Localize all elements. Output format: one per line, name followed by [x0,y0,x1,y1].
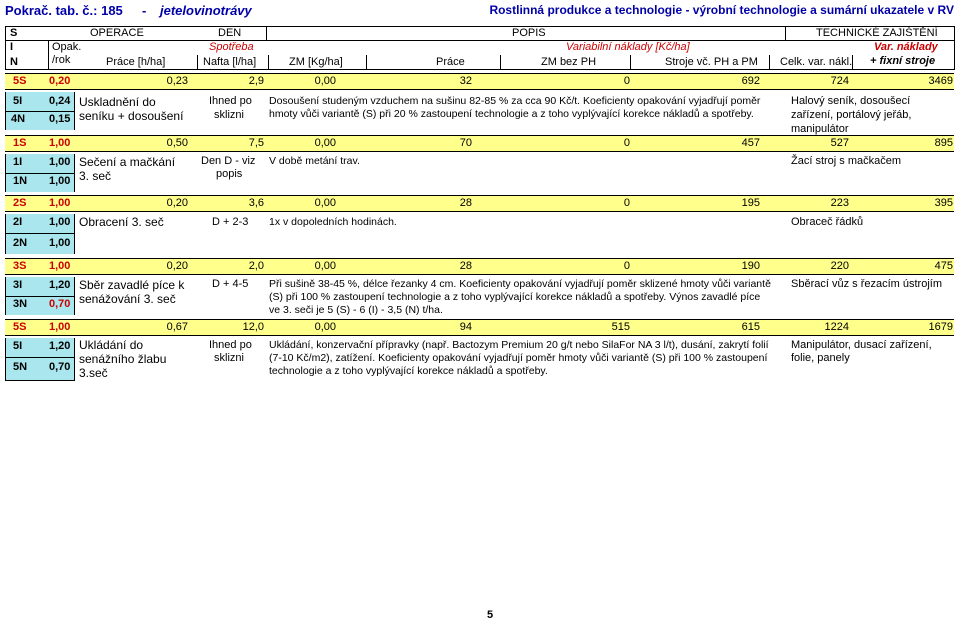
summary-row [5,319,954,336]
day-text: D + 4-5 [212,278,249,290]
value-v-prace: 70 [459,137,472,149]
description: Dosoušení studeným vzduchem na sušinu 82-85 % za cca 90 Kč/t. Koeficienty opakování vyjadřují poměr [269,95,761,107]
row-opak: 1,20 [49,340,71,352]
description: hmoty vůči variantě (S) při 20 % zastoupení technologie a z toho vyplývající korekce nákladů a spotřeby. [269,108,754,120]
day-text: sklizni [214,352,244,364]
header-rok: /rok [52,54,71,66]
technical-equipment: Manipulátor, dusací zařízení, [791,339,932,351]
description: (S) při 100 % zastoupení technologie a z toho vyplývající korekce nákladů a spotřeby. Výnos zavadlé píce [269,291,761,303]
description: (7-10 Kč/m2), zatížení. Koeficienty opakování vyjadřují poměr hmoty vůči variantě (S) při 100 % zastoupení [269,352,768,364]
row-code: 5S [13,75,27,87]
row-opak: 0,70 [49,298,71,310]
row-opak: 1,00 [49,237,71,249]
header-var-naklady-right: Var. náklady [874,41,938,53]
header-popis: POPIS [512,27,546,39]
row-opak: 1,20 [49,279,71,291]
header-celk: Celk. var. nákl. [780,56,853,68]
value-v-celk: 724 [830,75,849,87]
summary-row [5,73,954,90]
header-nafta: Nafta [l/ha] [203,56,257,68]
day-text: Den D - viz [201,155,256,167]
value-v-prace: 28 [459,260,472,272]
header-i: I [10,41,14,53]
row-code: 2N [13,237,28,249]
description: technologie a z toho vyplývající korekce nákladů a spotřeby. [269,365,548,377]
row-opak: 0,20 [49,75,71,87]
value-v-celk: 527 [830,137,849,149]
header-opak: Opak. [52,41,82,53]
header-den: DEN [218,27,242,39]
value-zm: 0,00 [314,197,336,209]
description: Ukládání, konzervační přípravky (např. Bactozym Premium 20 g/t nebo SilaFor NA 3 l/t), dusání, zakrytí folií [269,339,769,351]
value-zm: 0,00 [314,260,336,272]
row-code: 2S [13,197,27,209]
value-prace: 0,50 [166,137,188,149]
header-prace-hha: Práce [h/ha] [106,56,166,68]
value-zm: 0,00 [314,321,336,333]
row-code: 3N [13,298,28,310]
summary-row [5,195,954,212]
value-v-celk: 223 [830,197,849,209]
day-text: D + 2-3 [212,216,249,228]
technical-equipment: Sběrací vůz s řezacím ústrojím [791,278,942,290]
technical-equipment: manipulátor [791,123,849,135]
description: 1x v dopoledních hodinách. [269,216,397,228]
row-opak: 1,00 [49,321,71,333]
value-prace: 0,23 [166,75,188,87]
value-v-stroje: 190 [741,260,760,272]
row-code: 4N [11,113,26,125]
value-prace: 0,67 [166,321,188,333]
page-number: 5 [487,609,494,619]
value-v-fix: 475 [934,260,953,272]
value-prace: 0,20 [166,197,188,209]
page-header-crop: jetelovinotrávy [160,3,252,18]
header-var-naklady: Variabilní náklady [Kč/ha] [566,41,690,53]
header-fixni: + fixní stroje [870,55,936,67]
header-s: S [10,27,18,39]
page-header-right: Rostlinná produkce a technologie - výrobní technologie a sumární ukazatele v RV [489,3,954,17]
header-spotreba: Spotřeba [209,41,254,53]
day-text: popis [216,168,243,180]
row-code: 1S [13,137,27,149]
header-zm-kg: ZM [Kg/ha] [289,56,343,68]
value-v-prace: 94 [459,321,472,333]
operation-name: Ukládání do [79,338,144,352]
row-code: 1I [13,156,23,168]
technical-equipment: zařízení, portálový jeřáb, [791,109,912,121]
row-opak: 0,15 [49,113,71,125]
row-code: 2I [13,216,23,228]
header-stroje: Stroje vč. PH a PM [665,56,758,68]
operation-name: 3.seč [79,366,108,380]
value-v-celk: 220 [830,260,849,272]
description: Při sušině 38-45 %, délce řezanky 4 cm. Koeficienty opakování vyjadřují poměr sklizené hmoty vůči variantě [269,278,771,290]
value-nafta: 2,9 [248,75,264,87]
value-v-zm: 515 [611,321,630,333]
value-v-stroje: 457 [741,137,760,149]
day-text: Ihned po [209,339,252,351]
value-zm: 0,00 [314,75,336,87]
row-code: 3I [13,279,23,291]
header-operace: OPERACE [90,27,144,39]
page-header-dash: - [142,3,147,18]
description: ve 3. seči je 5 (S) - 6 (I) - 3,5 (N) t/ha. [269,304,443,316]
value-v-prace: 28 [459,197,472,209]
row-code: 1N [13,175,28,187]
row-opak: 1,00 [49,156,71,168]
header-technicke: TECHNICKÉ ZAJIŠTĚNÍ [816,27,938,39]
operation-name: Sečení a mačkání [79,155,176,169]
value-v-zm: 0 [623,260,630,272]
row-opak: 0,24 [49,95,71,107]
value-v-fix: 1679 [928,321,953,333]
row-opak: 1,00 [49,175,71,187]
row-code: 5S [13,321,27,333]
operation-name: Sběr zavadlé píce k [79,278,185,292]
value-v-fix: 3469 [928,75,953,87]
row-code: 5I [13,95,23,107]
value-v-stroje: 195 [741,197,760,209]
value-v-fix: 895 [934,137,953,149]
value-nafta: 2,0 [248,260,264,272]
operation-name: 3. seč [79,169,112,183]
row-code: 3S [13,260,27,272]
technical-equipment: Obraceč řádků [791,216,864,228]
operation-name: Obracení 3. seč [79,215,164,229]
row-code: 5N [13,361,28,373]
header-n: N [10,56,18,68]
day-text: sklizni [214,109,244,121]
value-v-zm: 0 [623,137,630,149]
description: V době metání trav. [269,155,360,167]
day-text: Ihned po [209,95,252,107]
value-v-celk: 1224 [824,321,849,333]
value-nafta: 7,5 [248,137,264,149]
value-v-zm: 0 [623,75,630,87]
operation-name: senážního žlabu [79,352,167,366]
summary-row [5,258,954,275]
value-v-fix: 395 [934,197,953,209]
row-code: 5I [13,340,23,352]
row-opak: 0,70 [49,361,71,373]
technical-equipment: Halový seník, dosoušecí [791,95,911,107]
value-v-stroje: 615 [741,321,760,333]
page-header-left: Pokrač. tab. č.: 185 [5,3,123,18]
value-nafta: 3,6 [248,197,264,209]
value-v-zm: 0 [623,197,630,209]
row-opak: 1,00 [49,260,71,272]
technical-equipment: Žací stroj s mačkačem [791,155,902,167]
row-opak: 1,00 [49,216,71,228]
value-zm: 0,00 [314,137,336,149]
operation-name: senážování 3. seč [79,292,176,306]
technical-equipment: folie, panely [791,352,850,364]
value-nafta: 12,0 [242,321,264,333]
header-zm-bez: ZM bez PH [541,56,597,68]
summary-row [5,135,954,152]
row-opak: 1,00 [49,197,71,209]
operation-name: seníku + dosoušení [79,109,184,123]
header-prace: Práce [436,56,465,68]
value-v-prace: 32 [459,75,472,87]
value-prace: 0,20 [166,260,188,272]
operation-name: Uskladnění do [79,95,156,109]
row-opak: 1,00 [49,137,71,149]
value-v-stroje: 692 [741,75,760,87]
